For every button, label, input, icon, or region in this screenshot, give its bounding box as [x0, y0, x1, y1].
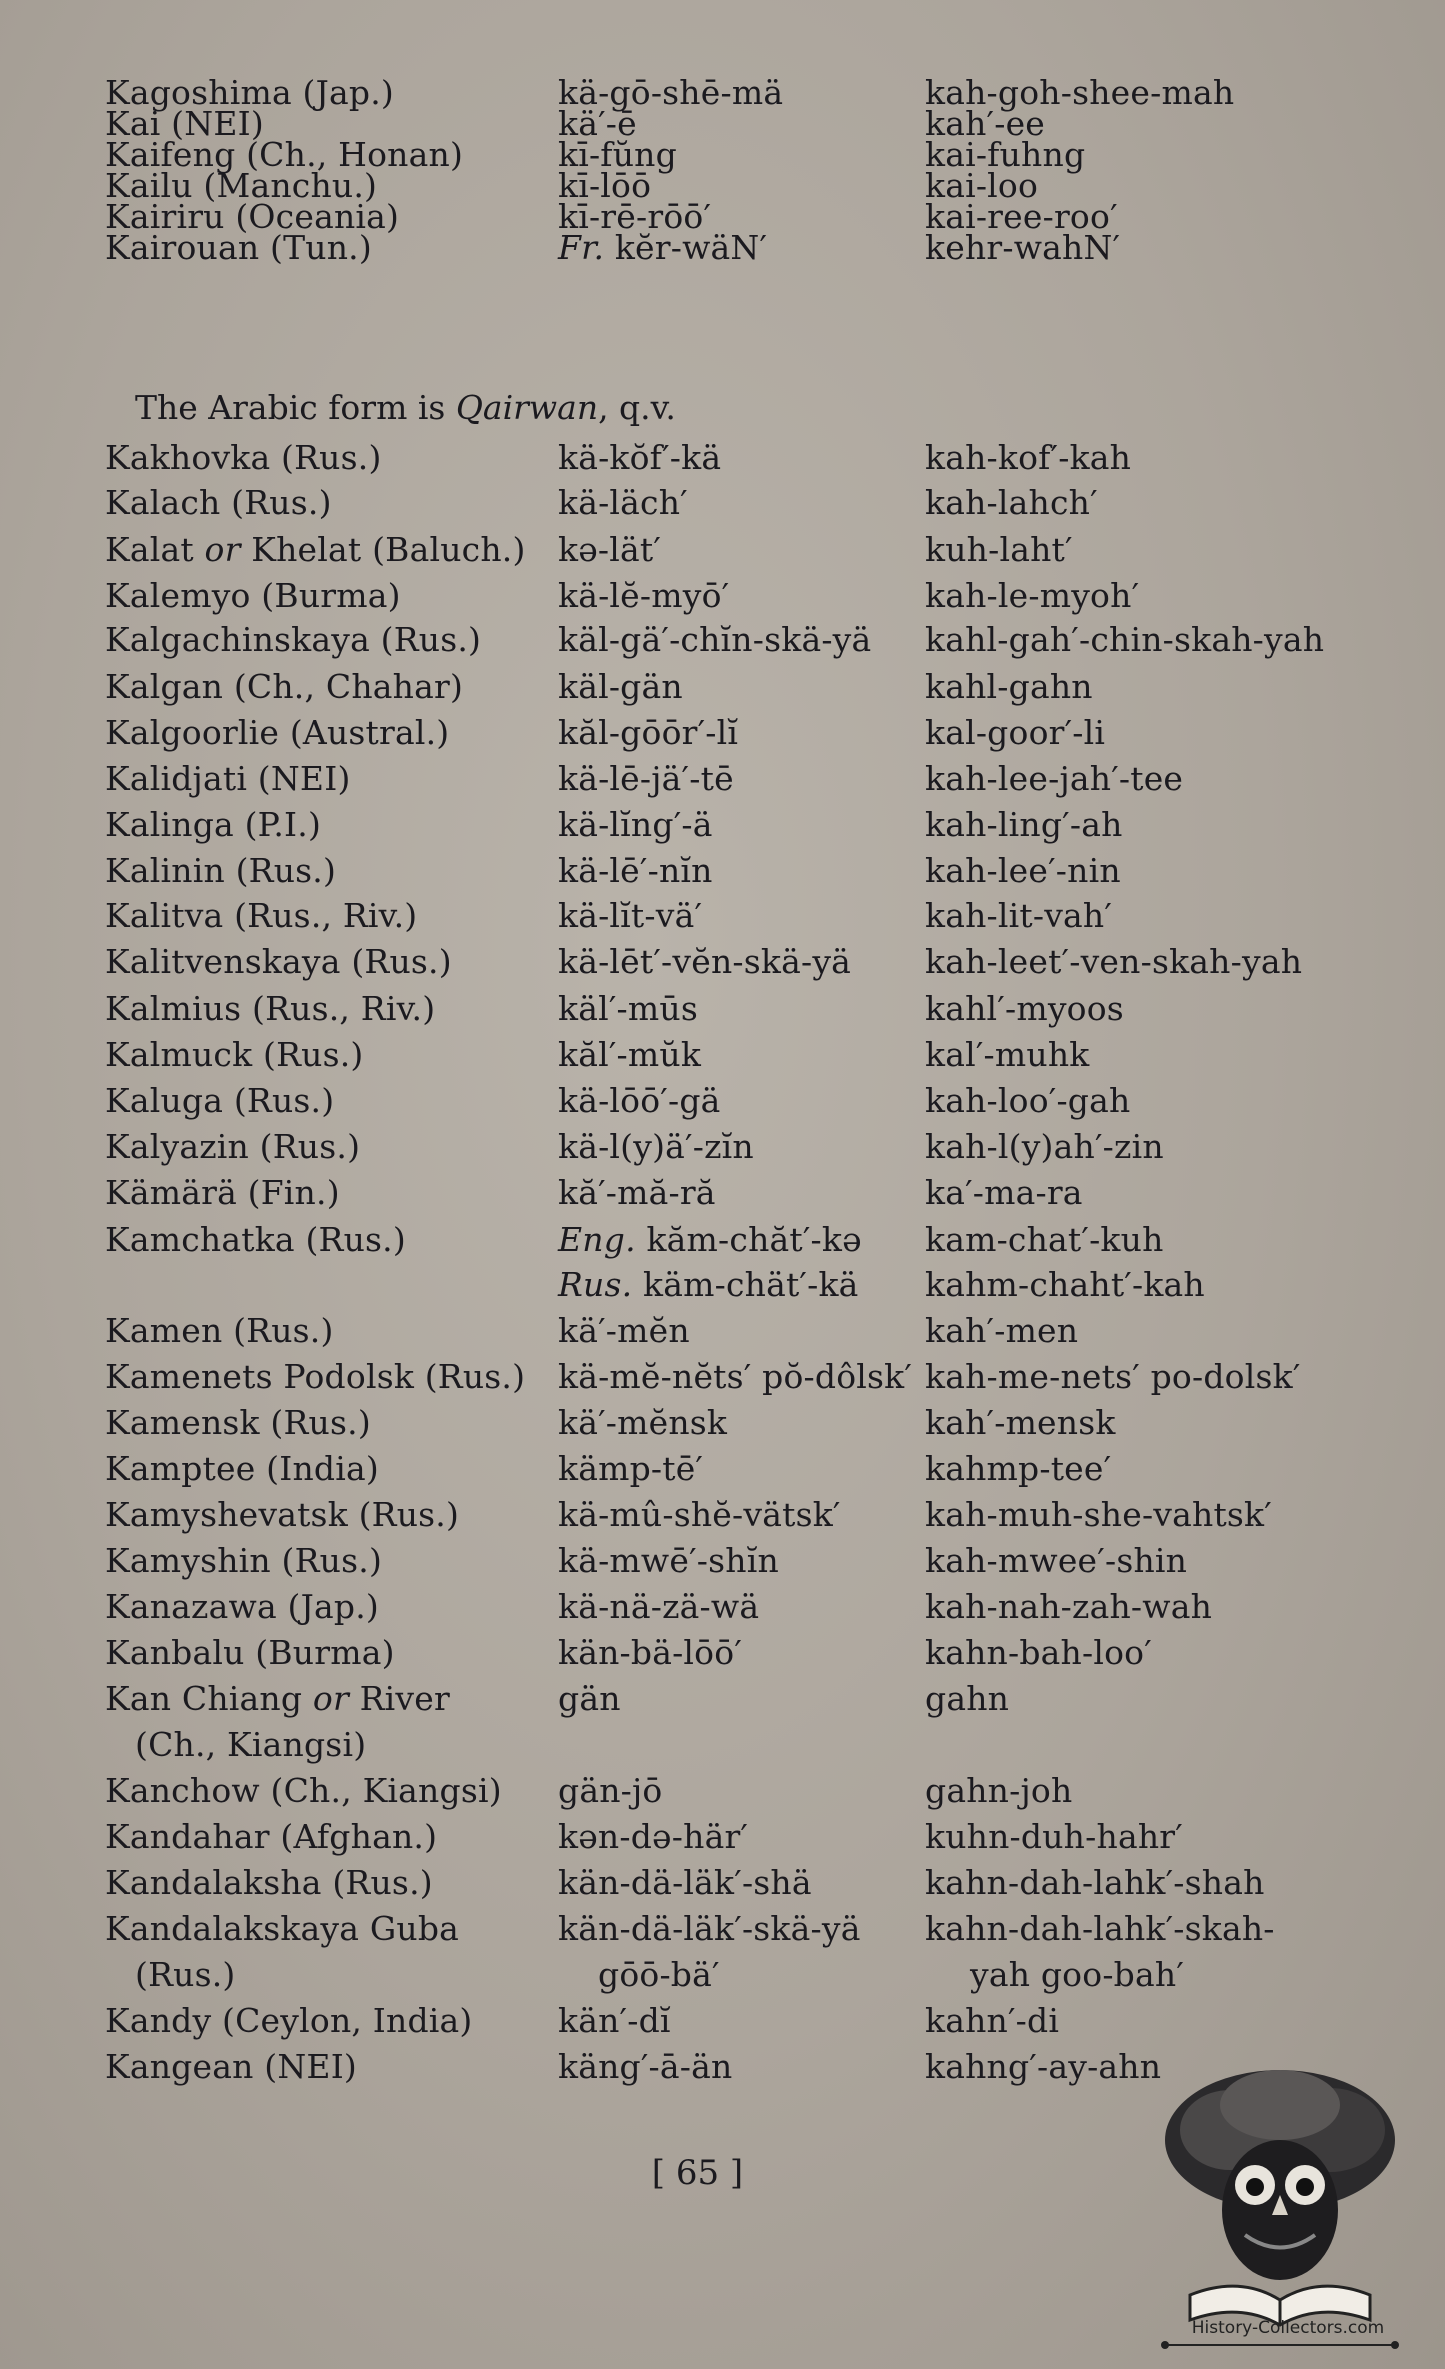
- entry-row: [0, 435, 1445, 481]
- english-respelling: kah′-men: [925, 1311, 1079, 1350]
- cross-reference-note: [135, 385, 676, 431]
- place-name: Kämärä (Fin.): [105, 1173, 340, 1212]
- english-respelling: kehr-wahN′: [925, 228, 1121, 267]
- phonetic-spelling: kä-mĕ-nĕts′ pŏ-dôlsk′: [558, 1357, 913, 1396]
- entry-row: [0, 225, 1445, 271]
- place-name: Kanbalu (Burma): [105, 1633, 395, 1672]
- phonetic-text: kĕr-wäN′: [614, 228, 768, 267]
- owl-icon: [1222, 2140, 1338, 2280]
- english-respelling: gahn-joh: [925, 1771, 1073, 1810]
- place-name: Kamyshevatsk (Rus.): [105, 1495, 460, 1534]
- owl-tree-logo: [1150, 2060, 1410, 2360]
- phonetic-spelling: kä-lĭt-vä′: [558, 896, 703, 935]
- language-tag: Fr.: [558, 228, 605, 267]
- entry-row: [0, 1078, 1445, 1124]
- phonetic-spelling: kə-lät′: [558, 530, 662, 569]
- phonetic-spelling: kä-l(y)ä′-zĭn: [558, 1127, 754, 1166]
- entry-row: [0, 1492, 1445, 1538]
- phonetic-spelling: gän: [558, 1679, 621, 1718]
- place-name: Kamyshin (Rus.): [105, 1541, 383, 1580]
- entry-row: [0, 1446, 1445, 1492]
- place-name: Kalgachinskaya (Rus.): [105, 620, 482, 659]
- english-respelling: kam-chat′-kuh: [925, 1220, 1164, 1259]
- english-respelling: kah-mwee′-shin: [925, 1541, 1188, 1580]
- english-respelling: kai-loo: [925, 166, 1039, 205]
- place-name: Kamchatka (Rus.): [105, 1220, 406, 1259]
- ornament-divider-icon: [1161, 2341, 1399, 2349]
- place-name: Kalinga (P.I.): [105, 805, 322, 844]
- entry-row: [0, 1722, 1445, 1768]
- entry-row: [0, 1124, 1445, 1170]
- entry-row: [0, 1814, 1445, 1860]
- english-respelling: kah-l(y)ah′-zin: [925, 1127, 1164, 1166]
- place-name: Kaifeng (Ch., Honan): [105, 135, 464, 174]
- entry-row: [0, 1952, 1445, 1998]
- phonetic-spelling: kän′-dĭ: [558, 2001, 671, 2040]
- english-respelling: kah-lahch′: [925, 483, 1098, 522]
- entry-row: [0, 1400, 1445, 1446]
- phonetic-spelling: käng′-ā-än: [558, 2047, 733, 2086]
- english-respelling: kahng′-ay-ahn: [925, 2047, 1162, 2086]
- phonetic-spelling: kăl-gōōr′-lĭ: [558, 713, 739, 752]
- place-name: Kakhovka (Rus.): [105, 438, 382, 477]
- note-suffix: , q.v.: [598, 388, 676, 427]
- english-respelling: kahm-chaht′-kah: [925, 1265, 1205, 1304]
- entry-row: [0, 1170, 1445, 1216]
- place-name: Kairiru (Oceania): [105, 197, 400, 236]
- english-respelling: kah-ling′-ah: [925, 805, 1123, 844]
- english-respelling: kai-ree-roo′: [925, 197, 1118, 236]
- place-name: Kamen (Rus.): [105, 1311, 334, 1350]
- english-respelling: kah-goh-shee-mah: [925, 73, 1235, 112]
- language-tag: Rus.: [558, 1265, 633, 1304]
- place-name: Kalitvenskaya (Rus.): [105, 942, 452, 981]
- phonetic-spelling: kä′-ē: [558, 104, 637, 143]
- phonetic-spelling: kä′-mĕn: [558, 1311, 690, 1350]
- entry-row: [0, 1998, 1445, 2044]
- entry-row: [0, 1906, 1445, 1952]
- english-respelling: kah-lit-vah′: [925, 896, 1113, 935]
- place-name: Kalmuck (Rus.): [105, 1035, 364, 1074]
- english-respelling: kahn-bah-loo′: [925, 1633, 1152, 1672]
- english-respelling: kuh-laht′: [925, 530, 1073, 569]
- phonetic-spelling: kämp-tē′: [558, 1449, 704, 1488]
- entry-row: [0, 617, 1445, 663]
- phonetic-spelling: kän-bä-lōō′: [558, 1633, 743, 1672]
- entry-row: [0, 1308, 1445, 1354]
- place-name: Kalitva (Rus., Riv.): [105, 896, 418, 935]
- entry-row: [0, 1217, 1445, 1263]
- phonetic-spelling: kī-fŭng: [558, 135, 677, 174]
- place-name: Kalgan (Ch., Chahar): [105, 667, 464, 706]
- note-term: Qairwan: [455, 388, 599, 427]
- place-name: Kalgoorlie (Austral.): [105, 713, 450, 752]
- place-name: (Rus.): [135, 1955, 236, 1994]
- place-name: Kagoshima (Jap.): [105, 73, 394, 112]
- place-name: Kalidjati (NEI): [105, 759, 351, 798]
- place-name: Kandahar (Afghan.): [105, 1817, 438, 1856]
- entry-row: [0, 1354, 1445, 1400]
- phonetic-spelling: [558, 225, 767, 271]
- english-respelling: kah-loo′-gah: [925, 1081, 1131, 1120]
- entry-row: [0, 1768, 1445, 1814]
- place-name: Kaluga (Rus.): [105, 1081, 335, 1120]
- place-name: Kanchow (Ch., Kiangsi): [105, 1771, 502, 1810]
- entry-row: [0, 1032, 1445, 1078]
- english-respelling: kahl′-myoos: [925, 989, 1124, 1028]
- entry-row: [0, 710, 1445, 756]
- entry-row: [0, 573, 1445, 619]
- phonetic-spelling: kä-läch′: [558, 483, 688, 522]
- phonetic-spelling: [558, 1262, 859, 1308]
- english-respelling: ka′-ma-ra: [925, 1173, 1083, 1212]
- place-name: Kalemyo (Burma): [105, 576, 401, 615]
- phonetic-spelling: kä-lĭng′-ä: [558, 805, 713, 844]
- phonetic-spelling: kă′-mă-ră: [558, 1173, 716, 1212]
- phonetic-spelling: kän-dä-läk′-skä-yä: [558, 1909, 861, 1948]
- phonetic-spelling: [558, 1217, 862, 1263]
- english-respelling: kah-nah-zah-wah: [925, 1587, 1213, 1626]
- phonetic-text: käm-chät′-kä: [643, 1265, 859, 1304]
- phonetic-spelling: kăl′-mŭk: [558, 1035, 702, 1074]
- phonetic-spelling: kä-lē-jä′-tē: [558, 759, 734, 798]
- entry-row: [0, 986, 1445, 1032]
- phonetic-spelling: kä-mwē′-shĭn: [558, 1541, 779, 1580]
- phonetic-spelling: kä-mû-shĕ-vätsk′: [558, 1495, 841, 1534]
- entry-row: [0, 756, 1445, 802]
- entry-row: [0, 848, 1445, 894]
- place-name: Kandy (Ceylon, India): [105, 2001, 473, 2040]
- entry-row: [0, 893, 1445, 939]
- entry-row: [0, 1262, 1445, 1308]
- place-name: Kalmius (Rus., Riv.): [105, 989, 436, 1028]
- phonetic-spelling: kī-lōō: [558, 166, 652, 205]
- english-respelling: kal′-muhk: [925, 1035, 1090, 1074]
- english-respelling: kahl-gah′-chin-skah-yah: [925, 620, 1325, 659]
- english-respelling: kai-fuhng: [925, 135, 1086, 174]
- english-respelling: kah-muh-she-vahtsk′: [925, 1495, 1272, 1534]
- english-respelling: gahn: [925, 1679, 1010, 1718]
- place-name: Kairouan (Tun.): [105, 228, 372, 267]
- phonetic-spelling: kä-lōō′-gä: [558, 1081, 721, 1120]
- page-number: [ 65 ]: [651, 2153, 744, 2193]
- english-respelling: kah′-ee: [925, 104, 1046, 143]
- watermark-text: History-Collectors.com: [1191, 2318, 1385, 2338]
- entry-row: [0, 664, 1445, 710]
- phonetic-spelling: käl′-mūs: [558, 989, 698, 1028]
- english-respelling: kal-goor′-li: [925, 713, 1106, 752]
- place-name: Kalat or Khelat (Baluch.): [105, 530, 526, 569]
- english-respelling: kah-leet′-ven-skah-yah: [925, 942, 1303, 981]
- place-name: Kamenets Podolsk (Rus.): [105, 1357, 526, 1396]
- entry-row: [0, 1584, 1445, 1630]
- phonetic-spelling: käl-gän: [558, 667, 683, 706]
- place-name: (Ch., Kiangsi): [135, 1725, 367, 1764]
- place-name: Kandalakskaya Guba: [105, 1909, 460, 1948]
- phonetic-spelling: kä′-mĕnsk: [558, 1403, 728, 1442]
- english-respelling: kah′-mensk: [925, 1403, 1116, 1442]
- english-respelling: kah-lee′-nin: [925, 851, 1121, 890]
- phonetic-spelling: kä-lē′-nĭn: [558, 851, 713, 890]
- english-respelling: kah-kof′-kah: [925, 438, 1132, 477]
- place-name: Kan Chiang or River: [105, 1679, 450, 1718]
- entry-row: [0, 1860, 1445, 1906]
- english-respelling: kahn-dah-lahk′-shah: [925, 1863, 1265, 1902]
- english-respelling: kahn′-di: [925, 2001, 1060, 2040]
- place-name: Kalach (Rus.): [105, 483, 332, 522]
- english-respelling: kah-lee-jah′-tee: [925, 759, 1184, 798]
- place-name: Kandalaksha (Rus.): [105, 1863, 433, 1902]
- place-name: Kai (NEI): [105, 104, 264, 143]
- place-name: Kalyazin (Rus.): [105, 1127, 361, 1166]
- english-respelling: kah-me-nets′ po-dolsk′: [925, 1357, 1301, 1396]
- phonetic-spelling: kä-lēt′-vĕn-skä-yä: [558, 942, 852, 981]
- english-respelling: kahmp-tee′: [925, 1449, 1112, 1488]
- english-respelling: kahl-gahn: [925, 667, 1093, 706]
- phonetic-spelling: kä-gō-shē-mä: [558, 73, 784, 112]
- language-tag: Eng.: [558, 1220, 636, 1259]
- phonetic-spelling: kī-rē-rōō′: [558, 197, 712, 236]
- phonetic-spelling: käl-gä′-chĭn-skä-yä: [558, 620, 872, 659]
- phonetic-spelling: gōō-bä′: [598, 1955, 720, 1994]
- place-name: Kamptee (India): [105, 1449, 379, 1488]
- english-respelling: yah goo-bah′: [970, 1955, 1185, 1994]
- english-respelling: kahn-dah-lahk′-skah-: [925, 1909, 1275, 1948]
- phonetic-spelling: gän-jō: [558, 1771, 663, 1810]
- phonetic-spelling: kä-nä-zä-wä: [558, 1587, 760, 1626]
- place-name: Kalinin (Rus.): [105, 851, 337, 890]
- english-respelling: kuhn-duh-hahr′: [925, 1817, 1183, 1856]
- phonetic-spelling: kän-dä-läk′-shä: [558, 1863, 812, 1902]
- phonetic-spelling: kä-lĕ-myō′: [558, 576, 730, 615]
- entry-row: [0, 802, 1445, 848]
- entry-row: [0, 1630, 1445, 1676]
- phonetic-spelling: kən-də-här′: [558, 1817, 749, 1856]
- place-name: Kamensk (Rus.): [105, 1403, 371, 1442]
- entry-row: [0, 480, 1445, 526]
- place-name: Kailu (Manchu.): [105, 166, 378, 205]
- phonetic-spelling: kä-kŏf′-kä: [558, 438, 722, 477]
- entry-row: [0, 527, 1445, 573]
- english-respelling: kah-le-myoh′: [925, 576, 1140, 615]
- entry-row: [0, 1538, 1445, 1584]
- place-name: Kanazawa (Jap.): [105, 1587, 379, 1626]
- phonetic-text: kăm-chăt′-kə: [646, 1220, 862, 1259]
- entry-row: [0, 939, 1445, 985]
- entry-row: [0, 1676, 1445, 1722]
- note-text: The Arabic form is: [135, 388, 446, 427]
- place-name: Kangean (NEI): [105, 2047, 358, 2086]
